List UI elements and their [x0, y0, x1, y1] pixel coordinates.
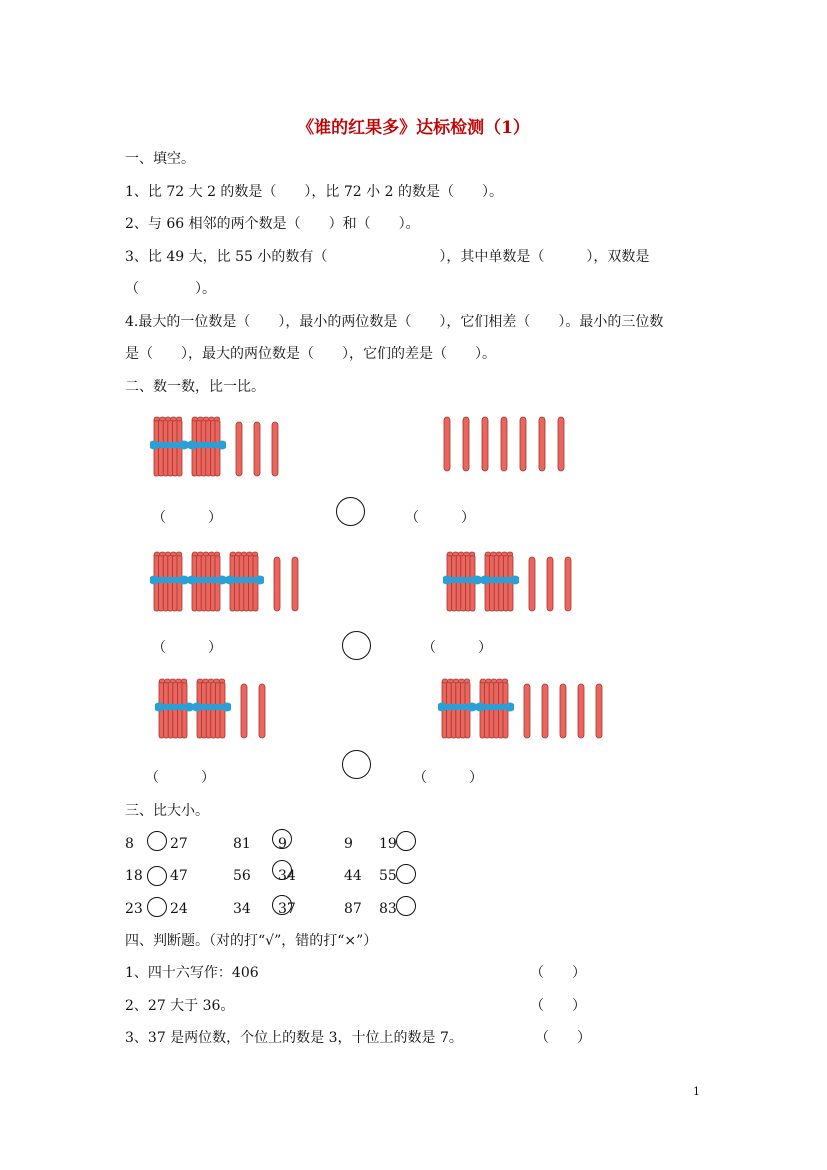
section-heading-count-compare: 二、数一数，比一比。	[125, 379, 265, 395]
single-stick	[578, 684, 584, 738]
stick-bundle-ten	[150, 552, 188, 611]
single-stick	[596, 684, 602, 738]
single-stick	[542, 684, 548, 738]
question-4-line-1: 4.最大的一位数是（ ），最小的两位数是（ ），它们相差（ ）。最小的三位数	[125, 314, 664, 330]
compare-circle[interactable]	[147, 831, 167, 851]
compare-a: 8	[125, 836, 134, 852]
compare-a: 23	[125, 901, 143, 917]
blank-row-2-right[interactable]: （ ）	[422, 640, 492, 656]
single-stick	[274, 557, 280, 611]
single-stick	[558, 417, 564, 471]
stick-bundle-ten	[476, 679, 514, 738]
blank-row-3-right[interactable]: （ ）	[413, 770, 483, 786]
compare-circle[interactable]	[396, 831, 416, 851]
compare-b: 55	[379, 868, 397, 884]
single-stick	[292, 557, 298, 611]
single-stick	[272, 422, 278, 476]
single-stick	[482, 417, 488, 471]
blank-row-2-left[interactable]: （ ）	[152, 640, 222, 656]
compare-b: 19	[379, 836, 397, 852]
judge-item-2: 2、27 大于 36。	[125, 998, 235, 1014]
sticks-row-2-left	[150, 545, 350, 620]
judge-item-1: 1、四十六写作：406	[125, 965, 259, 981]
compare-b: 9	[278, 836, 287, 852]
compare-circle-row-2[interactable]	[342, 631, 371, 660]
sticks-row-3-right	[438, 672, 618, 747]
compare-circle-row-3[interactable]	[342, 750, 371, 779]
judge-blank-2[interactable]: （ ）	[530, 998, 586, 1014]
sticks-row-3-left	[155, 672, 315, 747]
sticks-row-1-left	[150, 410, 330, 485]
single-stick	[254, 422, 260, 476]
compare-circle[interactable]	[147, 897, 167, 917]
section-heading-fill-blank: 一、填空。	[125, 151, 195, 167]
compare-a: 87	[344, 901, 362, 917]
judge-blank-1[interactable]: （ ）	[530, 965, 586, 981]
compare-circle-row-1[interactable]	[336, 497, 365, 526]
question-3-line-2: （ ）。	[125, 281, 216, 297]
single-stick	[529, 557, 535, 611]
question-2: 2、与 66 相邻的两个数是（ ）和（ ）。	[125, 216, 420, 232]
stick-bundle-ten	[150, 417, 188, 476]
single-stick	[565, 557, 571, 611]
blank-row-1-right[interactable]: （ ）	[405, 510, 475, 526]
single-stick	[560, 684, 566, 738]
section-heading-true-false: 四、判断题。（对的打“√”，错的打“×”）	[125, 933, 378, 949]
judge-item-3: 3、37 是两位数，个位上的数是 3，十位上的数是 7。	[125, 1030, 463, 1046]
stick-bundle-ten	[438, 679, 476, 738]
section-heading-compare-size: 三、比大小。	[125, 803, 209, 819]
single-stick	[444, 417, 450, 471]
compare-a: 81	[233, 836, 251, 852]
compare-b: 47	[170, 868, 188, 884]
compare-circle[interactable]	[396, 896, 416, 916]
compare-a: 56	[233, 868, 251, 884]
compare-b: 34	[278, 868, 296, 884]
single-stick	[241, 684, 247, 738]
compare-b: 27	[170, 836, 188, 852]
question-1: 1、比 72 大 2 的数是（ ），比 72 小 2 的数是（ ）。	[125, 184, 503, 200]
compare-circle[interactable]	[147, 866, 167, 886]
stick-bundle-ten	[188, 552, 226, 611]
compare-a: 34	[233, 901, 251, 917]
sticks-row-1-right	[440, 405, 580, 480]
compare-a: 18	[125, 868, 143, 884]
compare-a: 44	[344, 868, 362, 884]
compare-b: 83	[379, 901, 397, 917]
blank-row-3-left[interactable]: （ ）	[145, 770, 215, 786]
single-stick	[520, 417, 526, 471]
single-stick	[501, 417, 507, 471]
single-stick	[547, 557, 553, 611]
stick-bundle-ten	[481, 552, 519, 611]
stick-bundle-ten	[188, 417, 226, 476]
single-stick	[259, 684, 265, 738]
sticks-row-2-right	[443, 545, 593, 620]
single-stick	[539, 417, 545, 471]
stick-bundle-ten	[443, 552, 481, 611]
page-title: 《谁的红果多》达标检测（1）	[297, 118, 530, 138]
compare-circle[interactable]	[396, 864, 416, 884]
page-number: 1	[693, 1085, 700, 1098]
single-stick	[463, 417, 469, 471]
compare-b: 24	[170, 901, 188, 917]
judge-blank-3[interactable]: （ ）	[535, 1030, 591, 1046]
question-3-line-1: 3、比 49 大，比 55 小的数有（ ），其中单数是（ ），双数是	[125, 249, 650, 265]
single-stick	[236, 422, 242, 476]
single-stick	[524, 684, 530, 738]
question-4-line-2: 是（ ），最大的两位数是（ ），它们的差是（ ）。	[125, 346, 496, 362]
compare-b: 37	[278, 901, 296, 917]
stick-bundle-ten	[155, 679, 193, 738]
stick-bundle-ten	[193, 679, 231, 738]
stick-bundle-ten	[226, 552, 264, 611]
blank-row-1-left[interactable]: （ ）	[152, 510, 222, 526]
compare-a: 9	[344, 836, 353, 852]
